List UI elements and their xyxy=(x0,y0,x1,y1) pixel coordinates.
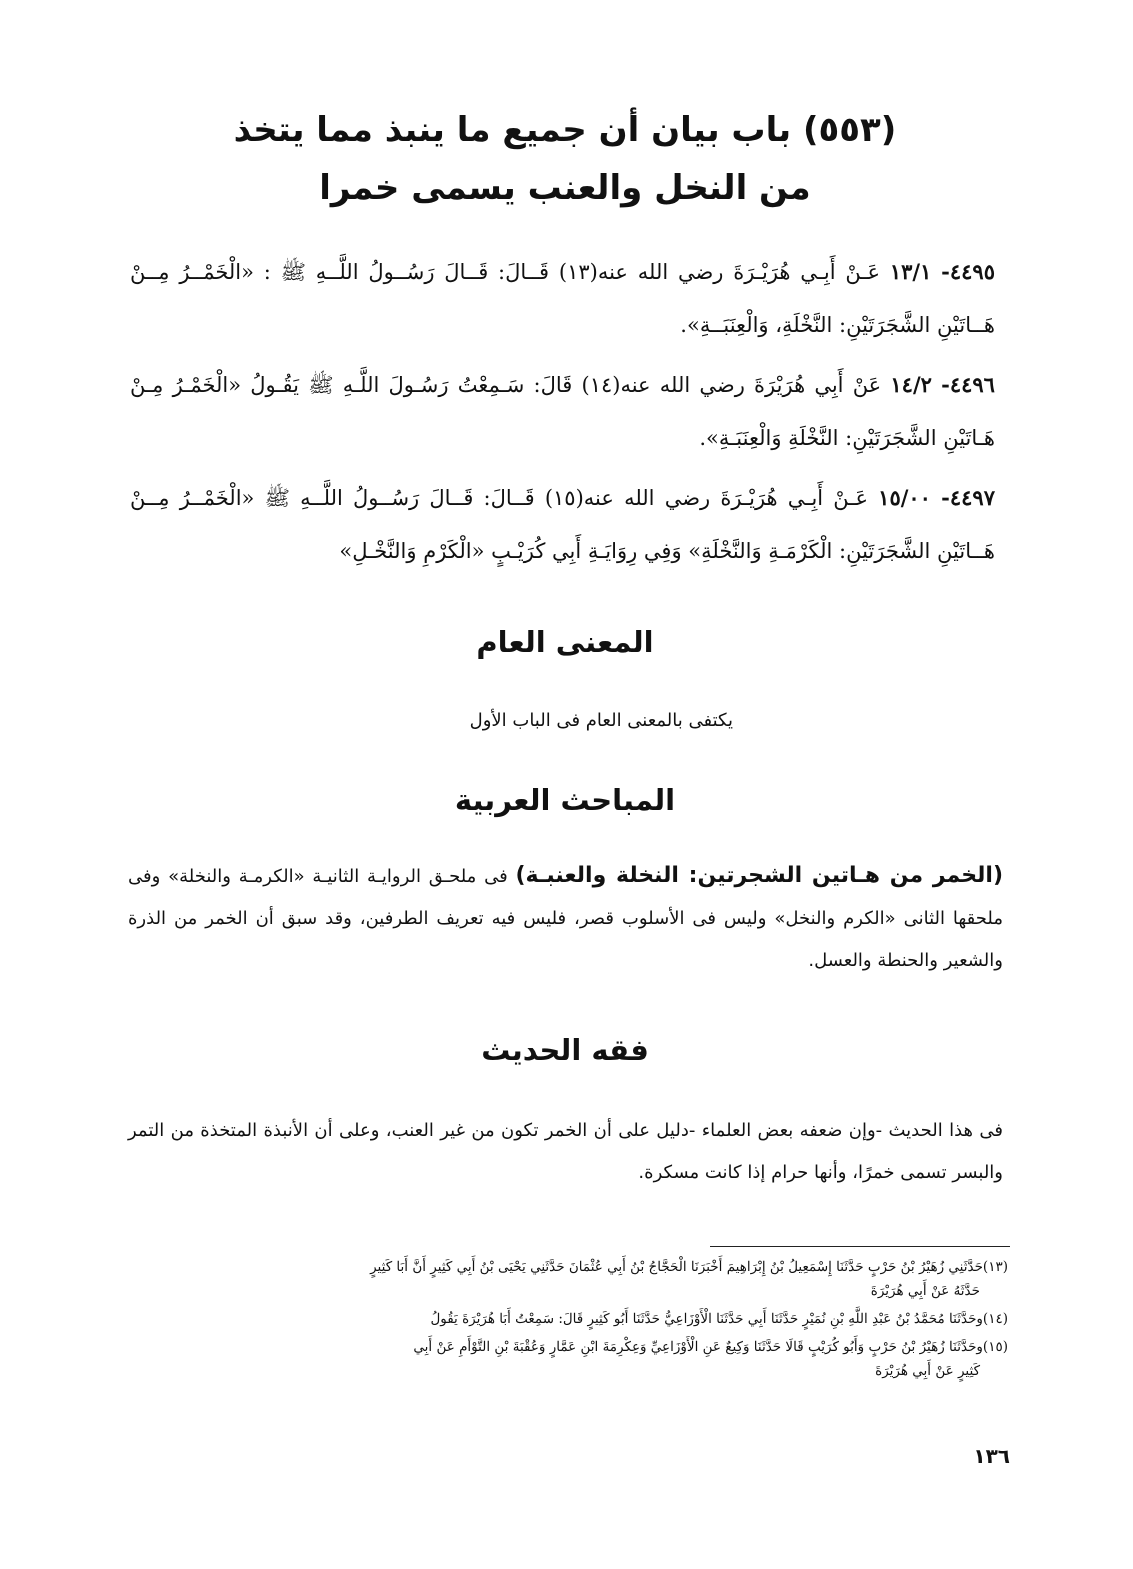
page-number: ١٣٦ xyxy=(973,1444,1010,1468)
hadith-text: عَـنْ أَبِـي هُرَيْـرَةَ رضي الله عنه(١٣) قَــالَ: قَــالَ رَسُــولُ اللَّــهِ ﷺ : «الْخَمْــرُ مِــنْ هَــاتَيْنِ الشَّجَرَتَيْنِ: النَّخْلَةِ، وَالْعِنَبَــةِ». xyxy=(130,260,995,337)
hadith-ref: ١٥/٠٠ xyxy=(878,485,931,510)
hadith-text: عَـنْ أَبِـي هُرَيْـرَةَ رضي الله عنه(١٥) قَــالَ: قَــالَ رَسُــولُ اللَّــهِ ﷺ «الْخَمْــرُ مِــنْ هَــاتَيْنِ الشَّجَرَتَيْنِ: الْكَرْمَـةِ وَالنَّخْلَةِ» وَفِي رِوَايَـةِ أَبِي كُرَيْـبٍ «الْكَرْمِ وَالنَّخْـلِ» xyxy=(130,486,995,563)
hadith-number: ٤٤٩٦- xyxy=(941,372,995,397)
footnote-text: (١٤)وحَدَّثَنَا مُحَمَّدُ بْنُ عَبْدِ اللَّهِ بْنِ نُمَيْرٍ حَدَّثَنَا أَبِي حَدَّثَنَا الْأَوْزَاعِيُّ حَدَّثَنَا أَبُو كَثِيرٍ قَالَ: سَمِعْتُ أَبَا هُرَيْرَةَ يَقُولُ xyxy=(430,1311,1008,1327)
footnote-text: (١٥)وحَدَّثَنَا زُهَيْرُ بْنُ حَرْبٍ وَأَبُو كُرَيْبٍ قَالَا حَدَّثَنَا وَكِيعٌ عَنِ الْأَوْزَاعِيِّ وَعِكْرِمَةَ ابْنِ عَمَّارٍ وَعُقْبَةَ بْنِ التَّوْأَمِ عَنْ أَبِي xyxy=(413,1339,1008,1355)
hadith-number: ٤٤٩٧- xyxy=(941,485,995,510)
footnote-15 xyxy=(128,1335,1008,1383)
hadith-ref: ١٣/١ xyxy=(889,259,932,284)
arabic-discussion-heading: المباحث العربية xyxy=(454,783,676,817)
fiqh-text: فى هذا الحديث -وإن ضعفه بعض العلماء -دليل على أن الخمر تكون من غير العنب، وعلى أن الأنبذة المتخذة من التمر والبسر تسمى خمرًا، وأنها حرام إذا كانت مسكرة. xyxy=(128,1120,1003,1183)
hadith-4497 xyxy=(130,471,995,578)
arabic-discussion-paragraph xyxy=(128,855,1003,982)
footnote-text: (١٣)حَدَّثَنِي زُهَيْرُ بْنُ حَرْبٍ حَدَّثَنَا إِسْمَعِيلُ بْنُ إِبْرَاهِيمَ أَخْبَرَنَا الْحَجَّاجُ بْنُ أَبِي عُثْمَانَ حَدَّثَنِي يَحْيَى بْنُ أَبِي كَثِيرٍ أَنَّ أَبَا كَثِيرٍ xyxy=(370,1259,1008,1275)
hadith-number: ٤٤٩٥- xyxy=(941,259,995,284)
hadith-4495 xyxy=(130,245,995,352)
fiqh-heading: فقه الحديث xyxy=(481,1033,649,1067)
arabic-discussion-lead: (الخمر من هـاتين الشجرتين: النخلة والعنبـة) xyxy=(515,863,1004,888)
footnote-14 xyxy=(128,1307,1008,1331)
chapter-title-line1: (٥٥٣) باب بيان أن جميع ما ينبذ مما يتخذ xyxy=(233,110,897,150)
arabic-discussion-text: فى ملحـق الروايـة الثانيـة «الكرمـة والنخلة» وفى ملحقها الثانى «الكرم والنخل» وليس فى الأسلوب قصر، فليس فيه تعريف الطرفين، وقد سبق أن الخمر من الذرة والشعير والحنطة والعسل. xyxy=(128,866,1003,971)
footnote-divider xyxy=(710,1246,1010,1247)
footnotes xyxy=(128,1255,1008,1387)
hadith-4496 xyxy=(130,358,995,465)
hadith-ref: ١٤/٢ xyxy=(890,372,932,397)
footnote-13 xyxy=(128,1255,1008,1303)
hadith-text: عَنْ أَبِي هُرَيْرَةَ رضي الله عنه(١٤) قَالَ: سَـمِعْتُ رَسُـولَ اللَّـهِ ﷺ يَقُـولُ «الْخَمْـرُ مِـنْ هَـاتَيْنِ الشَّجَرَتَيْنِ: النَّخْلَةِ وَالْعِنَبَـةِ». xyxy=(130,373,995,450)
chapter-title-line2: من النخل والعنب يسمى خمرا xyxy=(319,168,811,208)
general-meaning-text: يكتفى بالمعنى العام فى الباب الأول xyxy=(469,710,733,731)
general-meaning-heading: المعنى العام xyxy=(476,625,654,659)
footnote-continuation: حَدَّثَهُ عَنْ أَبِي هُرَيْرَةَ xyxy=(870,1283,980,1299)
footnote-continuation: كَثِيرٍ عَنْ أَبِي هُرَيْرَةَ xyxy=(875,1363,980,1379)
